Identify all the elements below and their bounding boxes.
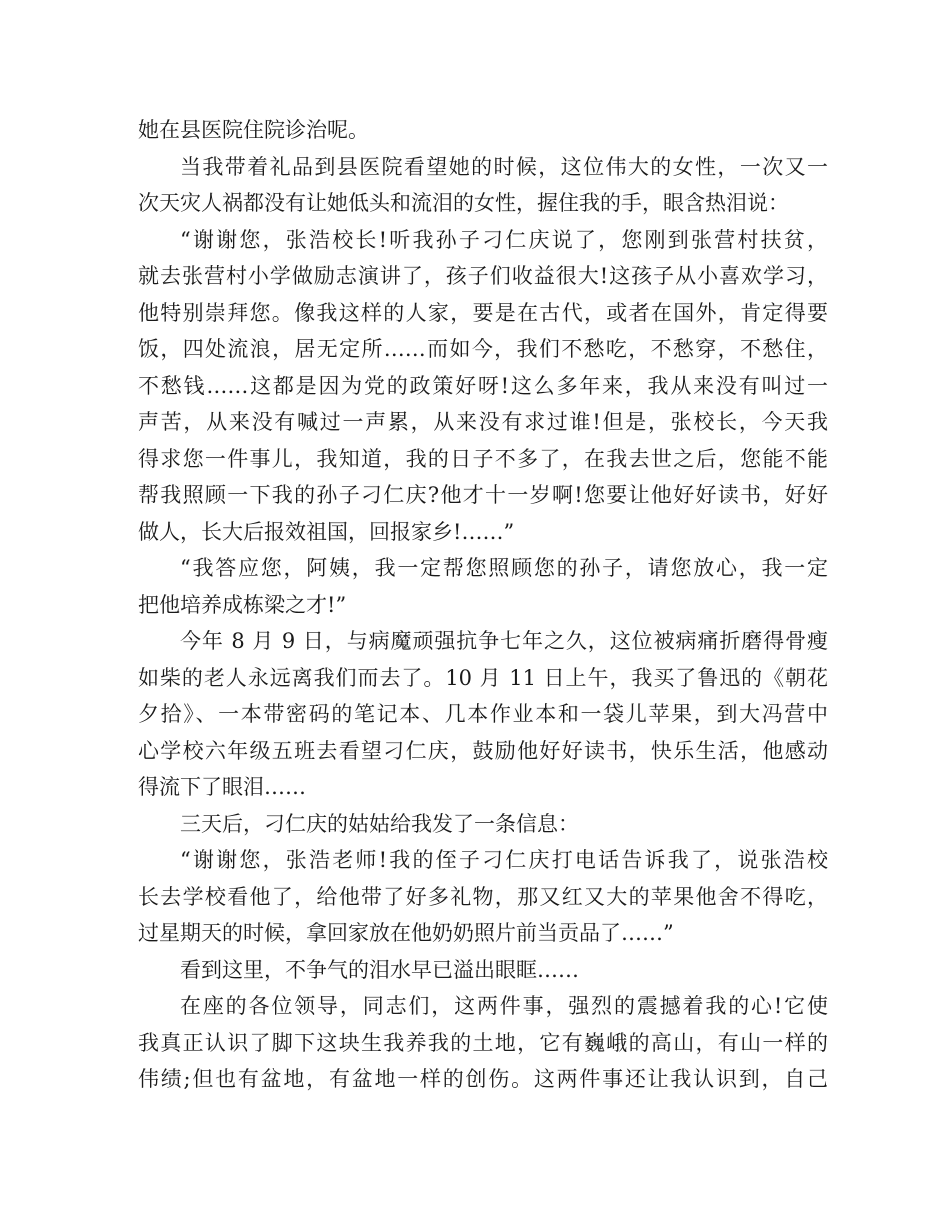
text-line: 今年 8 月 9 日，与病魔顽强抗争七年之久，这位被病痛折磨得骨瘦 — [180, 629, 828, 653]
text-line: 就去张营村小学做励志演讲了，孩子们收益很大!这孩子从小喜欢学习， — [138, 264, 828, 288]
text-line: 次天灾人祸都没有让她低头和流泪的女性，握住我的手，眼含热泪说： — [138, 191, 789, 215]
text-line: “谢谢您，张浩老师!我的侄子刁仁庆打电话告诉我了，说张浩校 — [180, 848, 828, 872]
text-line: 当我带着礼品到县医院看望她的时候，这位伟大的女性，一次又一 — [180, 154, 828, 179]
document-body — [138, 112, 828, 1098]
text-line: 得求您一件事儿，我知道，我的日子不多了，在我去世之后，您能不能 — [138, 446, 828, 471]
text-line: 不愁钱……这都是因为党的政策好呀!这么多年来，我从来没有叫过一 — [138, 373, 828, 398]
text-line: 心学校六年级五班去看望刁仁庆，鼓励他好好读书，快乐生活，他感动 — [138, 738, 828, 763]
text-line: 过星期天的时候，拿回家放在他奶奶照片前当贡品了……” — [138, 921, 674, 945]
text-line: 我真正认识了脚下这块生我养我的土地，它有巍峨的高山，有山一样的 — [138, 1030, 828, 1055]
text-line: 做人，长大后报效祖国，回报家乡!……” — [138, 519, 515, 544]
text-line: 伟绩;但也有盆地，有盆地一样的创伤。这两件事还让我认识到，自己 — [138, 1067, 828, 1091]
text-line: 三天后，刁仁庆的姑姑给我发了一条信息： — [180, 811, 579, 836]
text-line: 在座的各位领导，同志们，这两件事，强烈的震撼着我的心!它使 — [180, 994, 828, 1018]
text-line: 帮我照顾一下我的孙子刁仁庆?他才十一岁啊!您要让他好好读书，好好 — [138, 483, 828, 507]
text-line: 她在县医院住院诊治呢。 — [138, 118, 369, 142]
text-line: 得流下了眼泪…… — [138, 775, 306, 799]
text-line: “我答应您，阿姨，我一定帮您照顾您的孙子，请您放心，我一定 — [180, 556, 828, 580]
text-line: 看到这里，不争气的泪水早已溢出眼眶…… — [180, 957, 579, 982]
text-line: “谢谢您，张浩校长!听我孙子刁仁庆说了，您刚到张营村扶贫， — [180, 227, 828, 252]
text-line: 把他培养成栋梁之才!” — [138, 592, 347, 617]
text-line: 长去学校看他了，给他带了好多礼物，那又红又大的苹果他舍不得吃， — [138, 884, 828, 909]
text-line: 他特别崇拜您。像我这样的人家，要是在古代，或者在国外，肯定得要 — [138, 300, 828, 325]
text-line: 声苦，从来没有喊过一声累，从来没有求过谁!但是，张校长，今天我 — [138, 410, 828, 434]
text-line: 夕拾》、一本带密码的笔记本、几本作业本和一袋儿苹果，到大冯营中 — [138, 702, 828, 726]
text-line: 如柴的老人永远离我们而去了。10 月 11 日上午，我买了鲁迅的《朝花 — [138, 665, 828, 690]
text-line: 饭，四处流浪，居无定所……而如今，我们不愁吃，不愁穿，不愁住， — [138, 337, 828, 361]
